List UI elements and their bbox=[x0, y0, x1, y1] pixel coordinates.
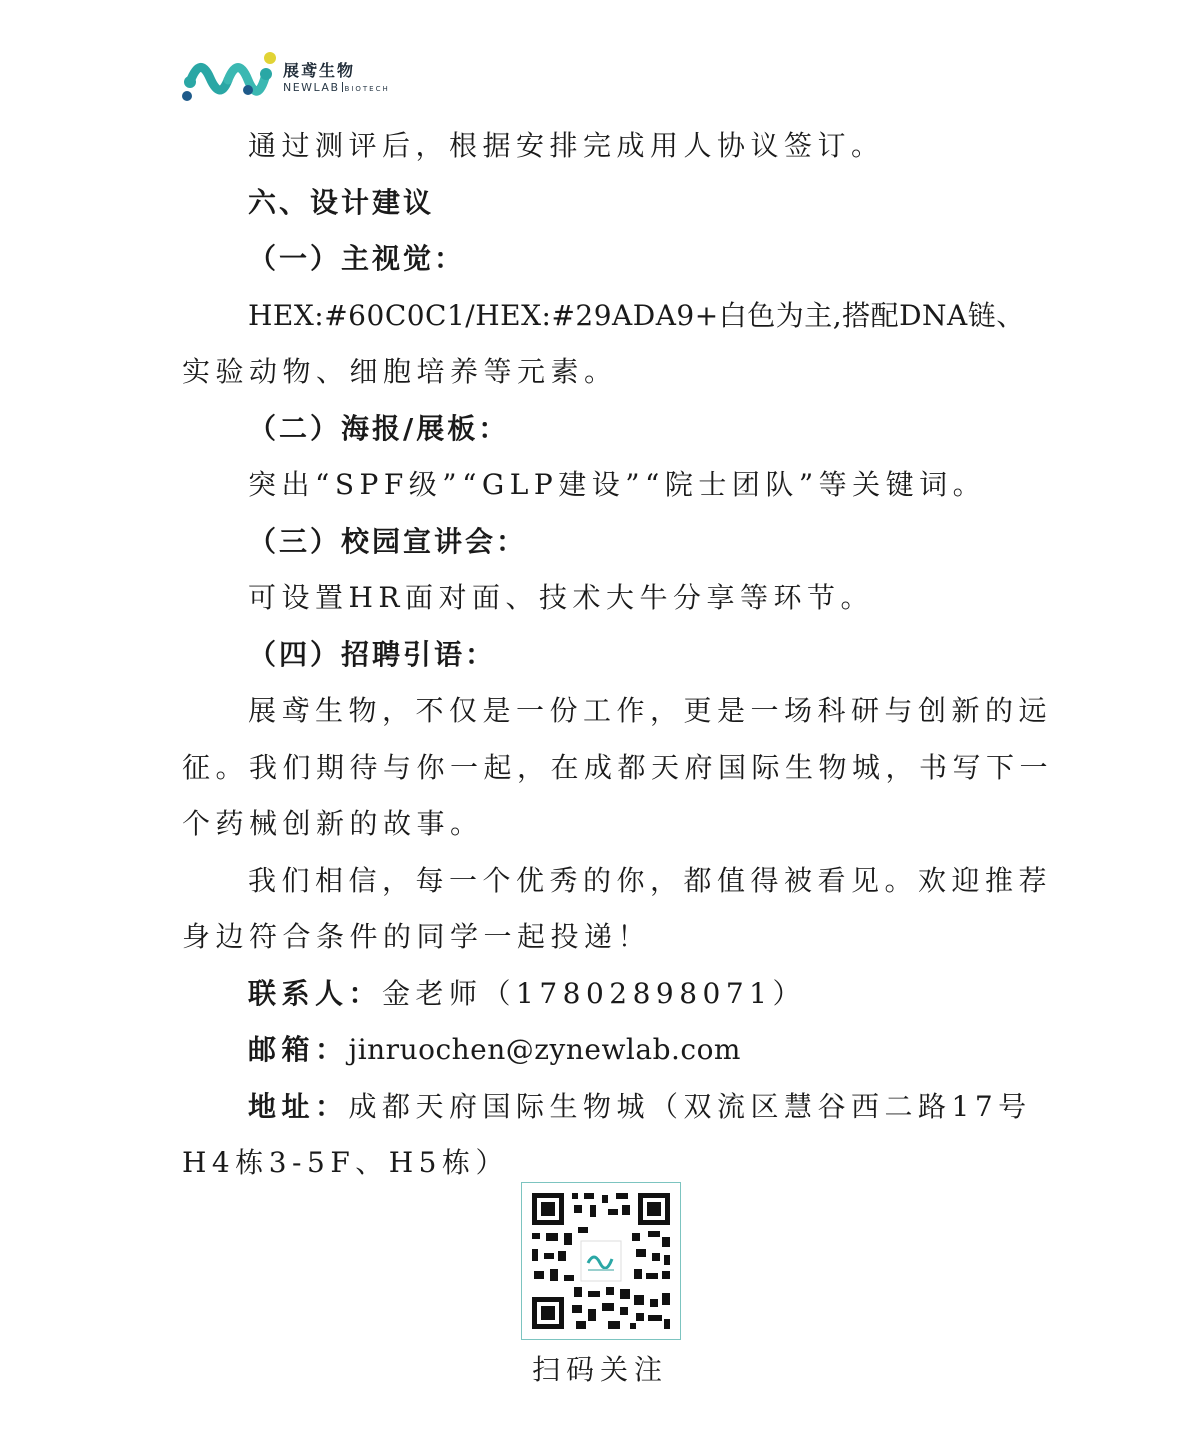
qr-code-icon bbox=[522, 1183, 680, 1339]
subsection-title: （一）主视觉： bbox=[248, 242, 466, 275]
paragraph-line: 通过测评后，根据安排完成用人协议签订。 bbox=[248, 129, 885, 162]
brand-name-en bbox=[283, 81, 390, 94]
document-body bbox=[182, 118, 1054, 1192]
subsection-title: （二）海报/展板： bbox=[248, 411, 510, 445]
subsection-title: （四）招聘引语： bbox=[248, 637, 497, 671]
email-value: jinruochen@zynewlab.com bbox=[348, 1033, 741, 1066]
address-value: 成都天府国际生物城（双流区慧谷西二路17号 bbox=[348, 1089, 1032, 1123]
address-line bbox=[182, 1079, 1032, 1136]
paragraph-line: 展鸢生物，不仅是一份工作，更是一场科研与创新的远 bbox=[248, 694, 1053, 727]
newlab-logo-icon bbox=[180, 50, 280, 106]
brand-logo bbox=[180, 50, 410, 106]
paragraph-line: 我们相信，每一个优秀的你，都值得被看见。欢迎推荐 bbox=[248, 863, 1053, 897]
paragraph-line: 个药械创新的故事。 bbox=[182, 807, 484, 840]
qr-code-frame bbox=[521, 1182, 681, 1340]
brand-name-en-main: NEWLAB bbox=[283, 81, 340, 94]
contact-line bbox=[182, 966, 1022, 1023]
paragraph-line: 身边符合条件的同学一起投递！ bbox=[182, 920, 652, 953]
section-title: 六、设计建议 bbox=[248, 185, 435, 219]
paragraph-line: 实验动物、细胞培养等元素。 bbox=[182, 355, 618, 388]
paragraph-line: HEX:#60C0C1/HEX:#29ADA9+白色为主,搭配DNA链、 bbox=[248, 298, 1025, 332]
email-label: 邮箱： bbox=[248, 1033, 349, 1066]
subsection-title: （三）校园宣讲会： bbox=[248, 524, 528, 558]
address-line-continued: H4栋3-5F、H5栋） bbox=[182, 1146, 509, 1179]
paragraph-line: 征。我们期待与你一起，在成都天府国际生物城，书写下一 bbox=[182, 750, 1054, 784]
contact-label: 联系人： bbox=[248, 976, 383, 1010]
contact-value: 金老师（17802898071） bbox=[382, 976, 806, 1010]
brand-name-cn: 展鸢生物 bbox=[283, 61, 356, 80]
qr-caption: 扫码关注 bbox=[531, 1353, 668, 1386]
email-line bbox=[182, 1022, 1022, 1079]
paragraph-line: 突出“SPF级”“GLP建设”“院士团队”等关键词。 bbox=[248, 468, 987, 501]
brand-name-en-sub: BIOTECH bbox=[344, 85, 390, 93]
address-label: 地址： bbox=[248, 1089, 349, 1123]
brand-separator bbox=[342, 82, 343, 92]
paragraph-line: 可设置HR面对面、技术大牛分享等环节。 bbox=[248, 581, 875, 614]
